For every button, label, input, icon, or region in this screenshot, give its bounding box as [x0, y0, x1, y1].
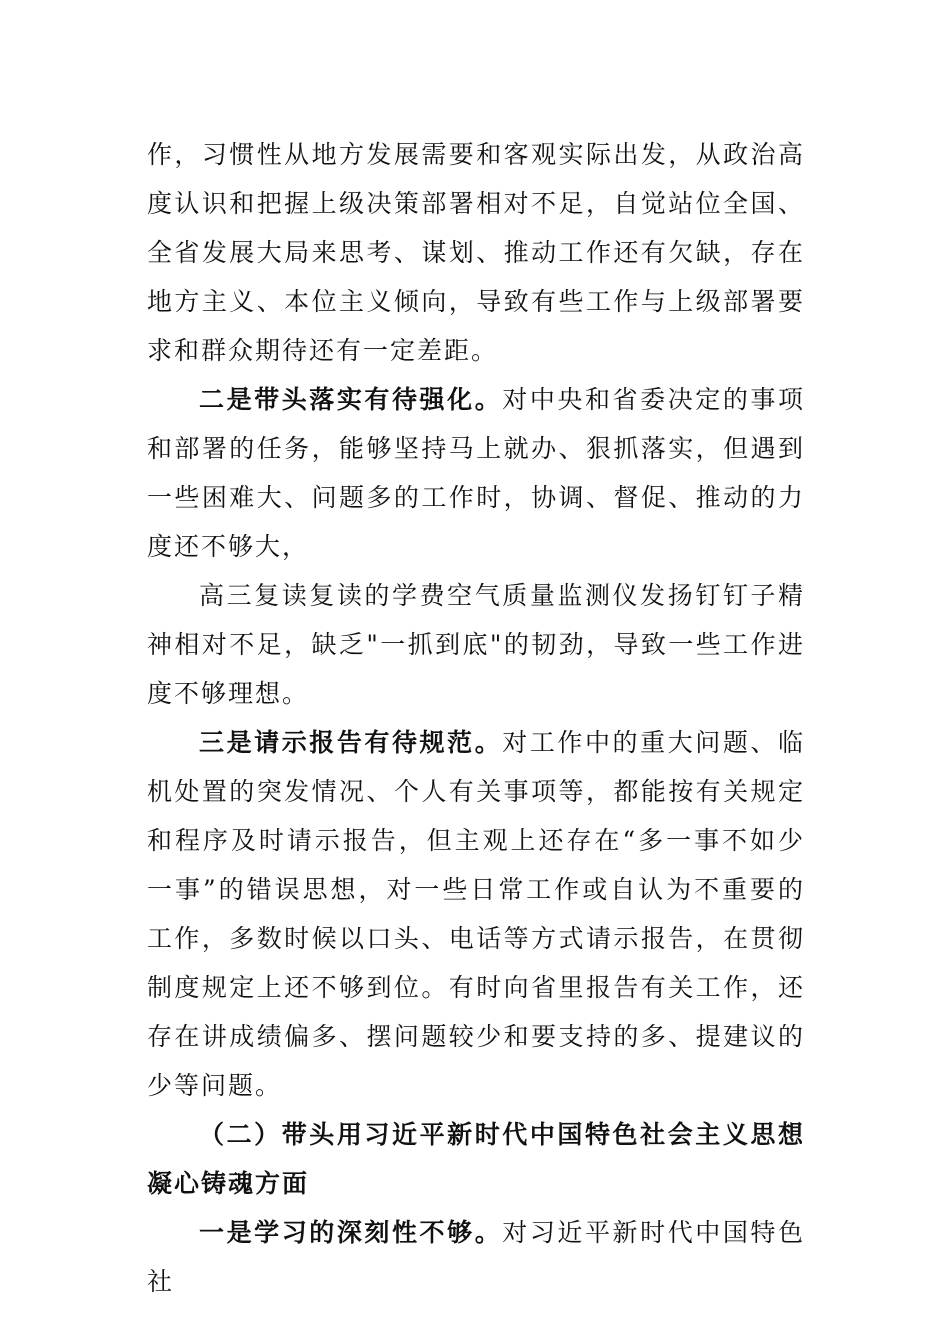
paragraph-lead-heading: 二是带头落实有待强化。	[199, 385, 503, 414]
paragraph-continuation	[147, 130, 805, 375]
paragraph-text: 对习近平新时代中国特色社	[147, 1218, 805, 1296]
paragraph-text: 对中央和省委决定的事项和部署的任务，能够坚持马上就办、狠抓落实，但遇到一些困难大、问题多的工作时，协调、督促、推动的力度还不够大，	[147, 385, 805, 561]
section-heading: （二）带头用习近平新时代中国特色社会主义思想凝心铸魂方面	[147, 1120, 805, 1198]
paragraph-point-two	[147, 375, 805, 571]
document-body	[147, 130, 805, 1306]
paragraph-lead-heading: 一是学习的深刻性不够。	[199, 1218, 503, 1247]
paragraph-inserted-text	[147, 571, 805, 718]
paragraph-lead-heading: 三是请示报告有待规范。	[199, 728, 503, 757]
paragraph-point-three	[147, 718, 805, 1110]
paragraph-text: 作，习惯性从地方发展需要和客观实际出发，从政治高度认识和把握上级决策部署相对不足，自觉站位全国、全省发展大局来思考、谋划、推动工作还有欠缺，存在地方主义、本位主义倾向，导致有些工作与上级部署要求和群众期待还有一定差距。	[147, 140, 805, 365]
paragraph-point-one	[147, 1208, 805, 1306]
paragraph-text: 对工作中的重大问题、临机处置的突发情况、个人有关事项等，都能按有关规定和程序及时请示报告，但主观上还存在“多一事不如少一事”的错误思想，对一些日常工作或自认为不重要的工作，多数时候以口头、电话等方式请示报告，在贯彻制度规定上还不够到位。有时向省里报告有关工作，还存在讲成绩偏多、摆问题较少和要支持的多、提建议的少等问题。	[147, 728, 805, 1100]
paragraph-text: 高三复读复读的学费空气质量监测仪发扬钉钉子精神相对不足，缺乏"一抓到底"的韧劲，导致一些工作进度不够理想。	[147, 581, 805, 708]
